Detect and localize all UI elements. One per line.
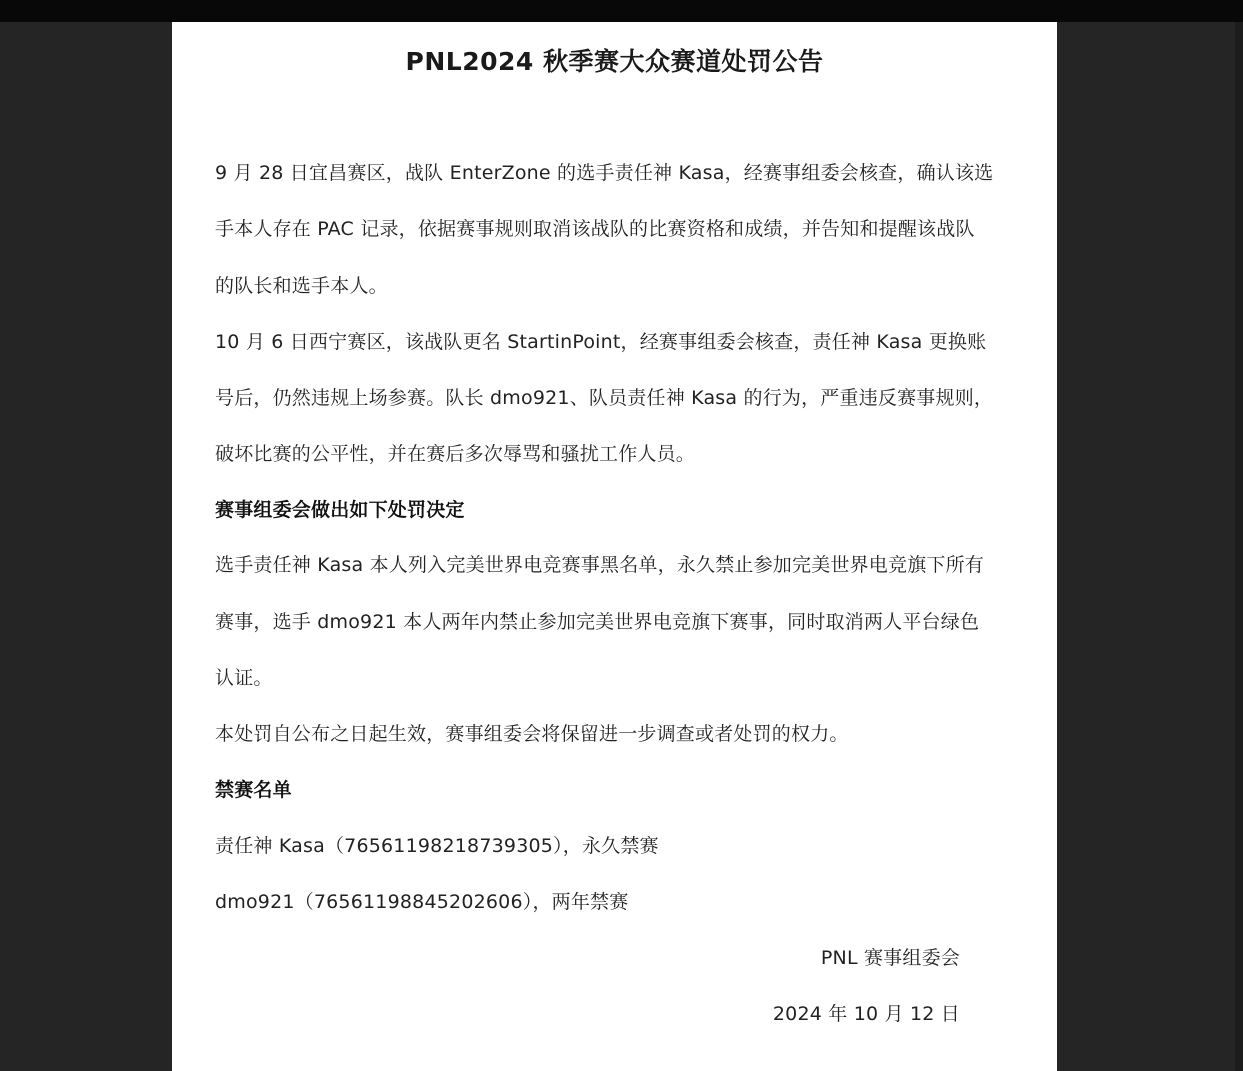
- date: 2024 年 10 月 12 日: [772, 1003, 960, 1025]
- paragraph-line: 破坏比赛的公平性，并在赛后多次辱骂和骚扰工作人员。: [215, 443, 696, 465]
- ban-list-item: 责任神 Kasa（76561198218739305），永久禁赛: [215, 835, 659, 857]
- paragraph-line: 9 月 28 日宜昌赛区，战队 EnterZone 的选手责任神 Kasa，经赛事组委会核查，确认该选: [215, 162, 994, 184]
- paragraph-line: 认证。: [215, 667, 273, 689]
- paragraph-line: 的队长和选手本人。: [215, 275, 388, 297]
- viewer-edge: [1235, 22, 1243, 1071]
- paragraph-line: 手本人存在 PAC 记录，依据赛事规则取消该战队的比赛资格和成绩，并告知和提醒该战队: [215, 218, 975, 240]
- top-bar: [0, 0, 1243, 22]
- paragraph-line: 10 月 6 日西宁赛区，该战队更名 StartinPoint，经赛事组委会核查，责任神 Kasa 更换账: [215, 331, 987, 353]
- signature: PNL 赛事组委会: [820, 947, 960, 969]
- paragraph-line: 赛事，选手 dmo921 本人两年内禁止参加完美世界电竞旗下赛事，同时取消两人平台绿色: [215, 611, 980, 633]
- ban-list-item: dmo921（76561198845202606），两年禁赛: [215, 891, 629, 913]
- ban-list-heading: 禁赛名单: [215, 779, 292, 801]
- decision-heading: 赛事组委会做出如下处罚决定: [215, 499, 465, 521]
- viewer-background-right: [1057, 22, 1243, 1071]
- viewer-background-left: [0, 22, 172, 1071]
- paragraph-line: 号后，仍然违规上场参赛。队长 dmo921、队员责任神 Kasa 的行为，严重违反赛事规则，: [215, 387, 994, 409]
- document-page: [172, 22, 1057, 1071]
- document-title: PNL2024 秋季赛大众赛道处罚公告: [405, 47, 824, 76]
- paragraph-line: 本处罚自公布之日起生效，赛事组委会将保留进一步调查或者处罚的权力。: [215, 723, 849, 745]
- paragraph-line: 选手责任神 Kasa 本人列入完美世界电竞赛事黑名单，永久禁止参加完美世界电竞旗下所有: [215, 554, 984, 576]
